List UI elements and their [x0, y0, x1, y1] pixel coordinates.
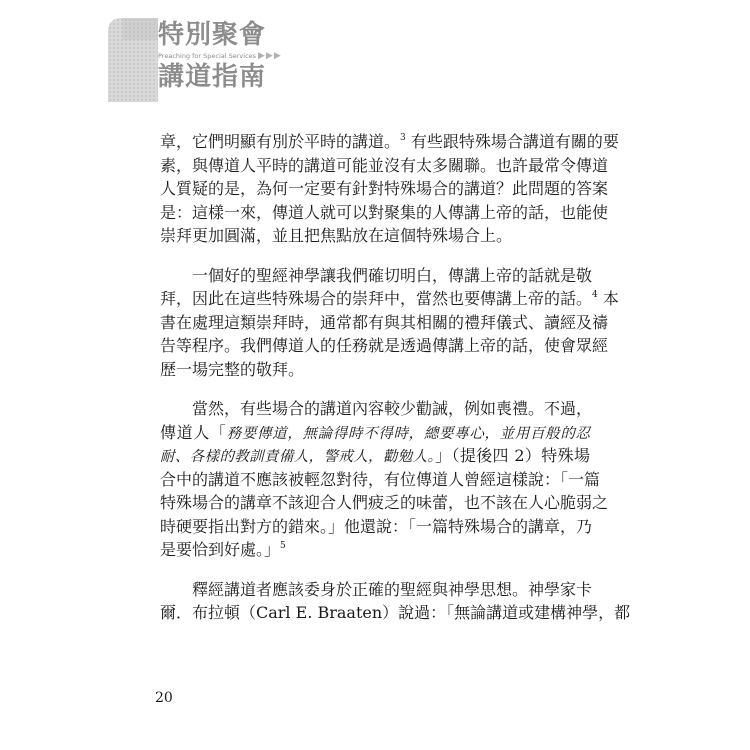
text-line: [160, 444, 590, 468]
paragraph-gap: [160, 248, 590, 264]
text-line: [160, 311, 609, 335]
text-line: [160, 264, 593, 288]
text-line: [160, 601, 631, 625]
text-run: 崇拜更加圓滿，並且把焦點放在這個特殊場合上。: [160, 226, 513, 245]
text-line: [160, 201, 609, 225]
text-run: 」（提後四 2）特殊場: [435, 446, 590, 465]
text-line: [160, 224, 590, 248]
text-line: [160, 334, 609, 358]
scripture-quote: 務要傳道，無論得時不得時，總要專心，並用百般的忍: [226, 425, 590, 442]
text-run: 人質疑的是，為何一定要有針對特殊場合的講道？此問題的答案: [160, 179, 609, 198]
text-line: [160, 491, 609, 515]
text-run: 時硬要指出對方的錯來。」他還說：「一篇特殊場合的講章，乃: [160, 516, 593, 536]
footnote-ref: 3: [400, 133, 406, 143]
paragraph: [160, 264, 619, 382]
footnote-ref: 5: [280, 541, 286, 551]
paragraph-gap: [160, 381, 590, 397]
text-run: 拜，因此在這些特殊場合的崇拜中，當然也要傳講上帝的話。: [160, 289, 593, 308]
text-line: [160, 154, 609, 178]
footnote-ref: 4: [592, 290, 598, 300]
page-number: 20: [155, 690, 173, 706]
text-line: [160, 358, 590, 382]
text-run: 告等程序。我們傳道人的任務就是透過傳講上帝的話，使會眾經: [160, 336, 609, 355]
paragraph: [160, 578, 631, 625]
text-run: 歷一場完整的敬拜。: [160, 359, 305, 379]
paragraph: [160, 397, 609, 562]
text-line: [160, 515, 593, 539]
text-run: 有些跟特殊場合講道有關的要: [405, 132, 619, 151]
text-run: 是：這樣一來，傳道人就可以對聚集的人傳講上帝的話，也能使: [160, 202, 609, 222]
text-line: [160, 421, 590, 445]
series-title-top: 特別聚會: [158, 20, 267, 50]
body-text: [160, 130, 631, 625]
text-run: 章，它們明顯有別於平時的講道。: [160, 132, 401, 151]
paragraph-gap: [160, 562, 590, 578]
scripture-quote: 耐、各樣的教訓責備人，警戒人，勸勉人。: [160, 449, 436, 465]
text-run: 本: [597, 289, 619, 308]
text-line: [160, 538, 590, 562]
text-line: [160, 177, 609, 201]
text-run: 傳道人「: [160, 422, 227, 442]
text-run: 當然，有些場合的講道內容較少勸誡，例如喪禮。不過，: [160, 399, 593, 418]
series-title-bottom: 講道指南: [158, 62, 267, 92]
text-run: 一個好的聖經神學讓我們確切明白，傳講上帝的話就是敬: [160, 265, 593, 285]
header-logo: [108, 18, 348, 102]
text-line: [160, 287, 619, 311]
arrows-icon: ▶▶▶: [258, 51, 282, 61]
text-line: [160, 468, 601, 492]
text-run: 素，與傳道人平時的講道可能並沒有太多關聯。也許最常令傳道: [160, 155, 609, 175]
text-run: 爾．布拉頓（Carl E. Braaten）說過：「無論講道或建構神學，都: [160, 603, 631, 622]
paragraph: [160, 130, 619, 248]
text-run: 是要恰到好處。」: [160, 540, 281, 559]
text-line: [160, 130, 619, 154]
text-line: [160, 397, 593, 421]
series-subtitle: Preaching for Special Services: [158, 52, 257, 60]
text-run: 特殊場合的講章不該迎合人們疲乏的味蕾，也不該在人心脆弱之: [160, 493, 609, 512]
text-line: [160, 578, 593, 602]
text-run: 書在處理這類崇拜時，通常都有與其相關的禮拜儀式、讀經及禱: [160, 312, 609, 332]
text-run: 釋經講道者應該委身於正確的聖經與神學思想。神學家卡: [160, 579, 593, 599]
text-run: 合中的講道不應該被輕忽對待，有位傳道人曾經這樣說：「一篇: [160, 469, 601, 489]
